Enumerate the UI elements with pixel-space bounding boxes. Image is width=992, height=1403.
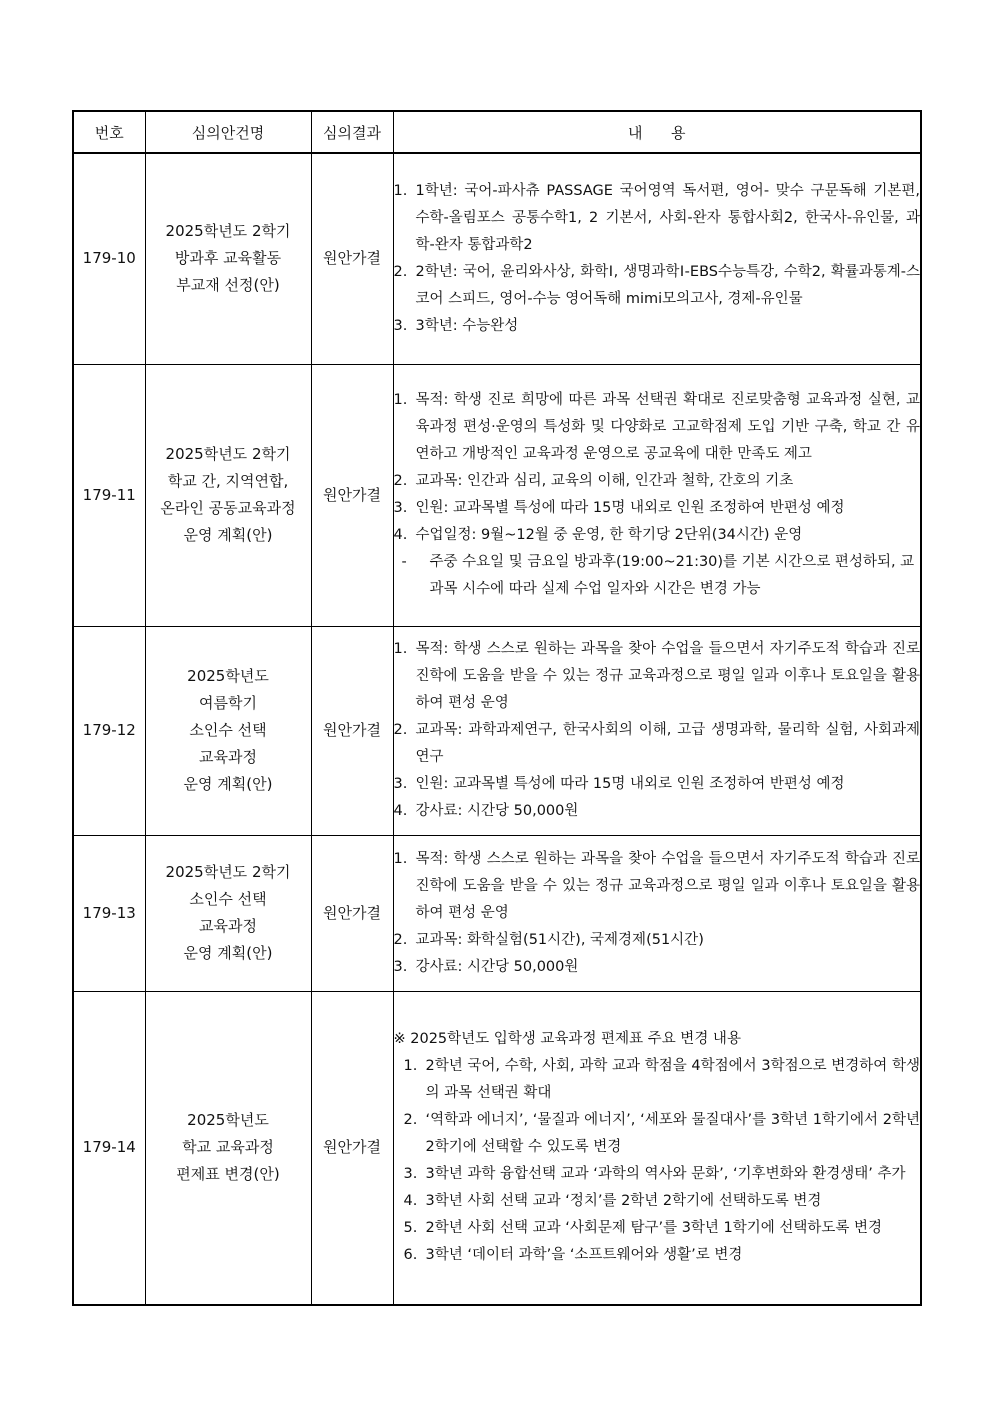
row-title	[145, 835, 311, 991]
table-row	[73, 364, 921, 626]
title-line: 운영 계획(안)	[183, 775, 273, 793]
row-content	[393, 364, 921, 626]
row-title	[145, 626, 311, 835]
table-row	[73, 835, 921, 991]
title-line: 소인수 선택	[189, 721, 267, 739]
content-item: 2. 교과목: 인간과 심리, 교육의 이해, 인간과 철학, 간호의 기초	[393, 473, 794, 489]
row-number: 179-13	[73, 835, 145, 991]
header-result: 심의결과	[311, 111, 393, 153]
content-item: 1. 목적: 학생 스스로 원하는 과목을 찾아 수업을 들으면서 자기주도적 학습과 진로 진학에 도움을 받을 수 있는 정규 교육과정으로 평일 일과 이후나 토요일을 활용하여 편성 운영	[393, 850, 920, 921]
title-line: 2025학년도	[187, 1111, 269, 1130]
title-line: 부교재 선정(안)	[176, 276, 280, 295]
content-item: 3. 강사료: 시간당 50,000원	[393, 958, 579, 975]
title-line: 소인수 선택	[189, 890, 267, 908]
content-note: ※ 2025학년도 입학생 교육과정 편제표 주요 변경 내용	[393, 1031, 741, 1048]
content-subitem: - 주중 수요일 및 금요일 방과후(19:00~21:30)를 기본 시간으로 편성하되, 교과목 시수에 따라 실제 수업 일자와 시간은 변경 가능	[401, 554, 915, 597]
title-line: 2025학년도	[187, 667, 269, 685]
content-item: 3. 3학년: 수능완성	[393, 317, 519, 334]
row-result: 원안가결	[311, 364, 393, 626]
row-number: 179-11	[73, 364, 145, 626]
row-content	[393, 626, 921, 835]
row-result: 원안가결	[311, 835, 393, 991]
title-line: 방과후 교육활동	[174, 249, 282, 268]
title-line: 교육과정	[199, 748, 257, 766]
content-item: 2. 교과목: 과학과제연구, 한국사회의 이해, 고급 생명과학, 물리학 실험, 사회과제연구	[393, 722, 920, 765]
header-row	[73, 111, 921, 153]
row-content	[393, 991, 921, 1305]
title-line: 학교 간, 지역연합,	[167, 472, 289, 490]
deliberation-table	[72, 110, 922, 1306]
content-item: 1. 목적: 학생 진로 희망에 따른 과목 선택권 확대로 진로맞춤형 교육과정 실현, 교육과정 편성·운영의 특성화 및 다양화로 고교학점제 도입 기반 구축, 학교 간 유연하고 개방적인 교육과정 운영으로 공교육에 대한 만족도 제고	[393, 392, 920, 462]
header-number: 번호	[73, 111, 145, 153]
row-result: 원안가결	[311, 626, 393, 835]
row-result: 원안가결	[311, 991, 393, 1305]
title-line: 2025학년도 2학기	[165, 222, 291, 241]
content-item: 2. 2학년: 국어, 윤리와사상, 화학Ⅰ, 생명과학Ⅰ-EBS수능특강, 수학2, 확률과통계-스코어 스피드, 영어-수능 영어독해 mimi모의고사, 경제-유인물	[393, 263, 920, 307]
content-item: 3. 인원: 교과목별 특성에 따라 15명 내외로 인원 조정하여 반편성 예정	[393, 776, 845, 792]
title-line: 여름학기	[199, 694, 257, 712]
table-row	[73, 991, 921, 1305]
content-item: 5. 2학년 사회 선택 교과 ‘사회문제 탐구’를 3학년 1학기에 선택하도록 변경	[403, 1220, 883, 1237]
row-content	[393, 835, 921, 991]
title-line: 학교 교육과정	[182, 1138, 274, 1157]
row-result: 원안가결	[311, 153, 393, 364]
content-item: 6. 3학년 ‘데이터 과학’을 ‘소프트웨어와 생활’로 변경	[403, 1247, 743, 1264]
content-item: 2. 교과목: 화학실험(51시간), 국제경제(51시간)	[393, 931, 704, 948]
row-number: 179-12	[73, 626, 145, 835]
row-number: 179-14	[73, 991, 145, 1305]
title-line: 온라인 공동교육과정	[160, 499, 296, 517]
row-content	[393, 153, 921, 364]
content-item: 3. 3학년 과학 융합선택 교과 ‘과학의 역사와 문화’, ‘기후변화와 환경생태’ 추가	[403, 1166, 906, 1183]
row-title	[145, 991, 311, 1305]
row-title	[145, 364, 311, 626]
table-row	[73, 626, 921, 835]
title-line: 편제표 변경(안)	[176, 1165, 280, 1184]
content-item: 4. 강사료: 시간당 50,000원	[393, 803, 579, 819]
title-line: 2025학년도 2학기	[165, 445, 291, 463]
content-item: 1. 2학년 국어, 수학, 사회, 과학 교과 학점을 4학점에서 3학점으로 변경하여 학생의 과목 선택권 확대	[403, 1058, 920, 1102]
row-number: 179-10	[73, 153, 145, 364]
content-item: 3. 인원: 교과목별 특성에 따라 15명 내외로 인원 조정하여 반편성 예정	[393, 500, 845, 516]
content-item: 1. 1학년: 국어-파사츄 PASSAGE 국어영역 독서편, 영어- 맞수 구문독해 기본편, 수학-올림포스 공통수학1, 2 기본서, 사회-완자 통합사회2, 한국사-유인물, 과학-완자 통합과학2	[393, 182, 920, 253]
header-content: 내 용	[393, 111, 921, 153]
title-line: 운영 계획(안)	[183, 526, 273, 544]
title-line: 2025학년도 2학기	[165, 863, 291, 881]
content-item: 4. 3학년 사회 선택 교과 ‘정치’를 2학년 2학기에 선택하도록 변경	[403, 1193, 822, 1210]
table-row	[73, 153, 921, 364]
row-title	[145, 153, 311, 364]
content-item: 4. 수업일정: 9월~12월 중 운영, 한 학기당 2단위(34시간) 운영	[393, 527, 803, 543]
title-line: 교육과정	[199, 917, 257, 935]
content-item: 1. 목적: 학생 스스로 원하는 과목을 찾아 수업을 들으면서 자기주도적 학습과 진로 진학에 도움을 받을 수 있는 정규 교육과정으로 평일 일과 이후나 토요일을 활용하여 편성 운영	[393, 641, 920, 711]
title-line: 운영 계획(안)	[183, 944, 273, 962]
content-item: 2. ‘역학과 에너지’, ‘물질과 에너지’, ‘세포와 물질대사’를 3학년 1학기에서 2학년 2학기에 선택할 수 있도록 변경	[403, 1112, 920, 1156]
header-agenda: 심의안건명	[145, 111, 311, 153]
